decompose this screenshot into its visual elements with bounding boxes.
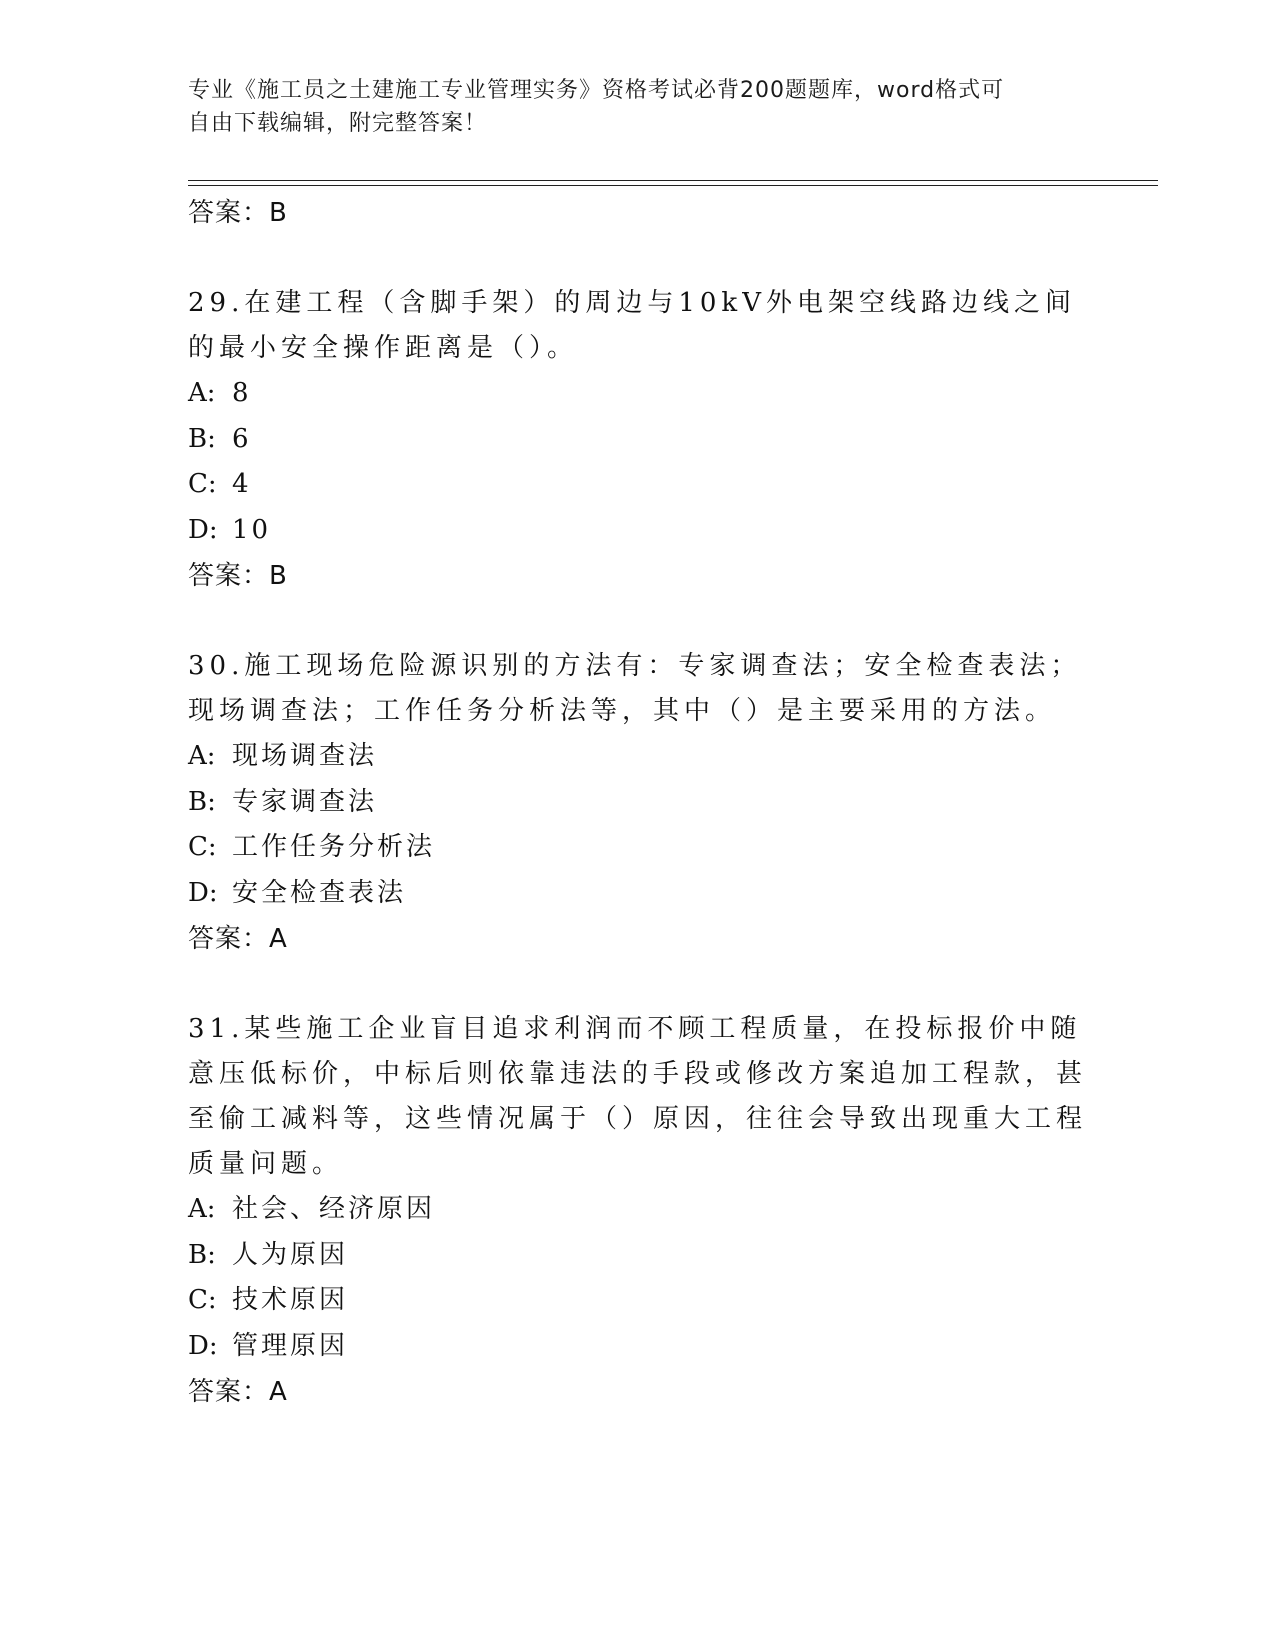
option-b	[188, 417, 1088, 463]
answer: 答案：A	[188, 1377, 288, 1407]
document-header	[188, 74, 1068, 140]
option-key: C:	[188, 1285, 217, 1315]
question-text: 31.某些施工企业盲目追求利润而不顾工程质量，在投标报价中随意压低标价，中标后则依靠违法的手段或修改方案追加工程款，甚至偷工减料等，这些情况属于（）原因，往往会导致出现重大工程质量问题。	[188, 1014, 1088, 1179]
question-30	[188, 644, 1088, 962]
question-list	[188, 190, 1088, 1415]
question-text: 30.施工现场危险源识别的方法有：专家调查法；安全检查表法；现场调查法；工作任务分析法等，其中（）是主要采用的方法。	[188, 651, 1082, 726]
option-value: 8	[232, 378, 252, 408]
option-value: 管理原因	[232, 1330, 349, 1361]
option-key: C:	[188, 832, 217, 862]
answer: 答案：A	[188, 924, 288, 954]
option-b	[188, 780, 1088, 826]
option-a	[188, 734, 1088, 780]
option-value: 现场调查法	[232, 741, 378, 771]
option-c	[188, 462, 1088, 508]
header-line-2: 自由下载编辑，附完整答案！	[188, 111, 488, 136]
option-d	[188, 1324, 1088, 1370]
option-c	[188, 1278, 1088, 1324]
option-key: B:	[188, 423, 216, 454]
question-29	[188, 281, 1088, 599]
option-b	[188, 1233, 1088, 1279]
option-value: 专家调查法	[232, 786, 378, 817]
option-value: 人为原因	[232, 1239, 349, 1270]
option-d	[188, 508, 1088, 554]
question-text: 29.在建工程（含脚手架）的周边与10kV外电架空线路边线之间的最小安全操作距离是（）。	[188, 288, 1076, 363]
option-key: C:	[188, 469, 217, 499]
option-key: D:	[188, 877, 218, 908]
option-key: A:	[188, 378, 216, 408]
answer: 答案：B	[188, 561, 288, 591]
option-value: 技术原因	[232, 1285, 349, 1315]
option-a	[188, 1187, 1088, 1233]
option-key: A:	[188, 1194, 216, 1224]
option-key: A:	[188, 741, 216, 771]
option-key: B:	[188, 1239, 216, 1270]
option-key: D:	[188, 1330, 218, 1361]
option-d	[188, 871, 1088, 917]
header-line-1: 专业《施工员之土建施工专业管理实务》资格考试必背200题题库，word格式可	[188, 78, 1005, 103]
option-value: 安全检查表法	[232, 877, 407, 908]
header-divider-top	[188, 180, 1158, 181]
option-value: 工作任务分析法	[232, 832, 436, 862]
option-value: 社会、经济原因	[232, 1194, 436, 1224]
option-value: 4	[232, 469, 252, 499]
option-a	[188, 371, 1088, 417]
option-key: D:	[188, 514, 218, 545]
previous-answer: 答案：B	[188, 198, 288, 228]
option-value: 10	[232, 514, 272, 545]
option-key: B:	[188, 786, 216, 817]
option-c	[188, 825, 1088, 871]
header-divider-bottom	[188, 185, 1158, 186]
option-value: 6	[232, 423, 252, 454]
question-31	[188, 1007, 1088, 1415]
